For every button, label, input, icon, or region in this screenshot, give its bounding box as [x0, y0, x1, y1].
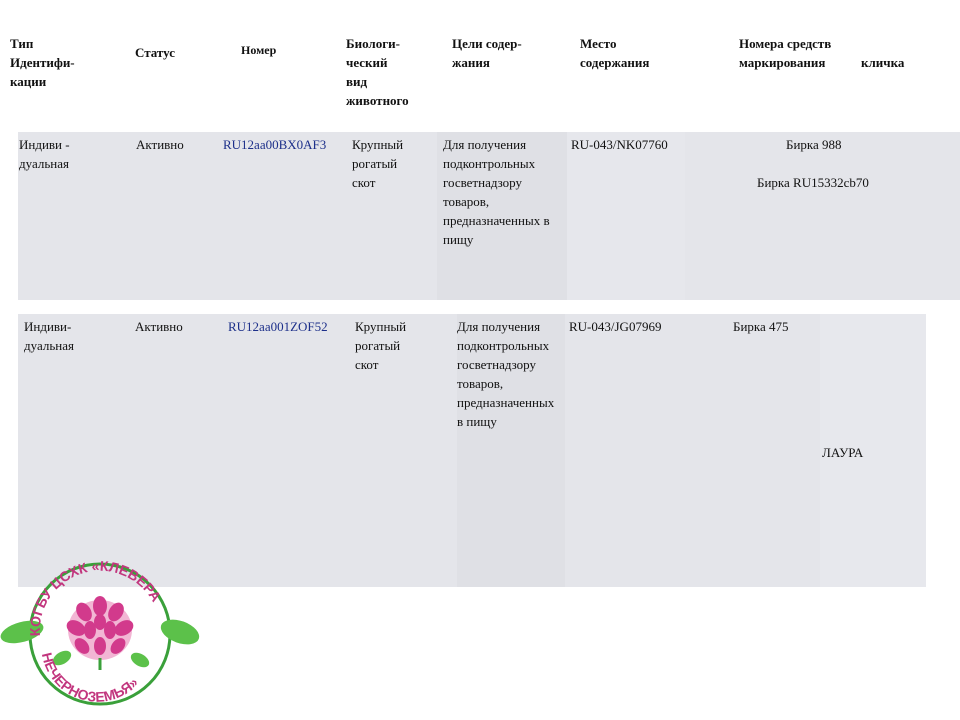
cell-mark: Бирка 988 [786, 137, 842, 152]
cell-mark: Бирка 475 [733, 319, 789, 334]
cell-number: RU12aa001ZOF52 [228, 319, 328, 334]
logo-text-top: КОГБУ ЦСХК «КЛЕВЕРА [26, 557, 165, 637]
cell-type: Индиви - дуальная [19, 137, 70, 171]
logo-leaf-icon [157, 615, 200, 649]
cell-purpose: Для получения подконтрольных госветнадзору товаров, предназначенных в пищу [457, 319, 555, 429]
cell-number: RU12aa00BX0AF3 [223, 137, 327, 152]
cell-species: Крупный рогатый скот [355, 319, 407, 372]
header-number: Номер [241, 43, 277, 57]
cell-status: Активно [136, 137, 184, 152]
header-marks: Номера средств маркирования [739, 36, 832, 70]
clover-flower-icon [64, 596, 136, 660]
header-status: Статус [135, 45, 176, 60]
header-purpose: Цели содер- жания [452, 36, 522, 70]
cell-mark: Бирка RU15332cb70 [757, 175, 869, 190]
header-type: Тип Идентифи- кации [10, 36, 75, 89]
cell-status: Активно [135, 319, 183, 334]
logo-text-bottom: НЕЧЕРНОЗЕМЬЯ» [38, 650, 142, 705]
header-nickname: кличка [861, 55, 905, 70]
cell-nickname: ЛАУРА [822, 445, 864, 460]
header-location: Место содержания [580, 36, 650, 70]
organization-logo [0, 546, 200, 716]
cell-location: RU-043/JG07969 [569, 319, 662, 334]
logo-leaf-icon [128, 650, 151, 670]
cell-type: Индиви- дуальная [24, 319, 74, 353]
column-band [567, 132, 685, 300]
header-species: Биологи- ческий вид животного [346, 36, 409, 108]
cell-purpose: Для получения подконтрольных госветнадзору товаров, предназначенных в пищу [443, 137, 550, 247]
cell-species: Крупный рогатый скот [352, 137, 404, 190]
cell-location: RU-043/NK07760 [571, 137, 668, 152]
